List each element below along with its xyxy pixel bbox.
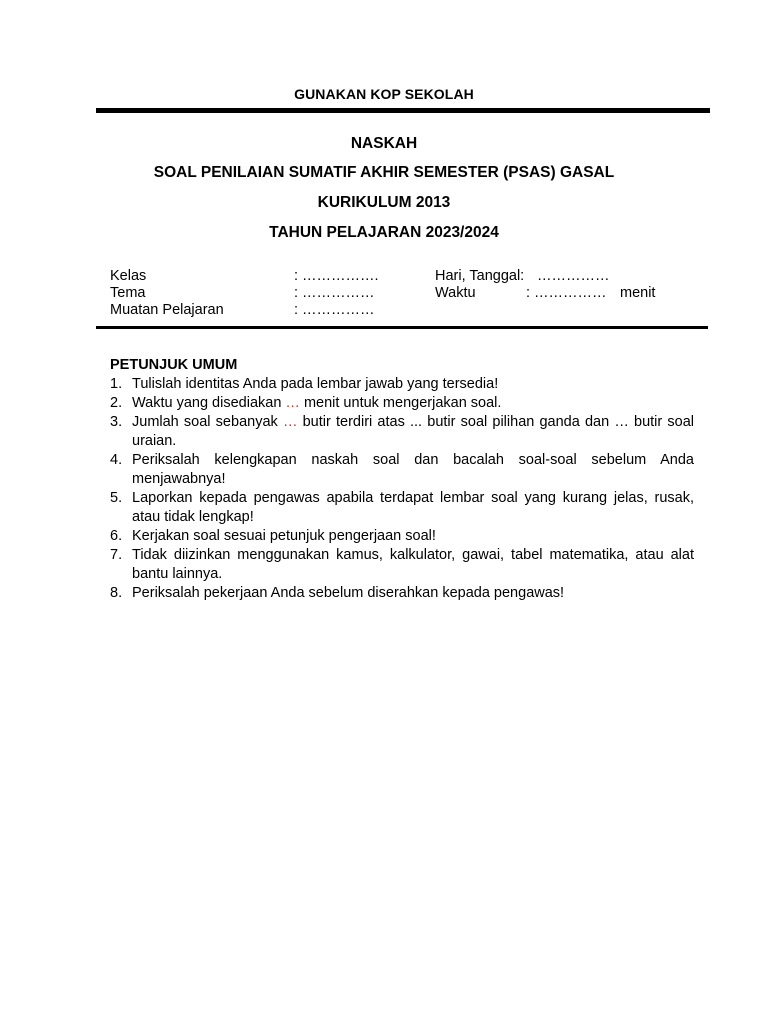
list-item bbox=[110, 451, 694, 489]
list-item bbox=[110, 546, 694, 584]
item-number: 5. bbox=[110, 490, 123, 506]
list-item bbox=[110, 489, 694, 527]
item-text: Laporkan kepada pengawas apabila terdapat lembar soal yang kurang jelas, rusak, atau tidak lengkap! bbox=[132, 490, 694, 525]
muatan-pelajaran-label: Muatan Pelajaran bbox=[110, 302, 224, 318]
item-text: Tidak diizinkan menggunakan kamus, kalkulator, gawai, tabel matematika, atau alat bantu lainnya. bbox=[132, 547, 694, 582]
item-text bbox=[132, 394, 694, 413]
tema-label: Tema bbox=[110, 285, 146, 301]
kop-sekolah-label: GUNAKAN KOP SEKOLAH bbox=[294, 86, 474, 102]
item-text: Tulislah identitas Anda pada lembar jawab yang tersedia! bbox=[132, 376, 499, 392]
item-number: 3. bbox=[110, 414, 123, 430]
item-text: Periksalah pekerjaan Anda sebelum diserahkan kepada pengawas! bbox=[132, 585, 565, 601]
muatan-pelajaran-value: : …………… bbox=[294, 302, 375, 318]
document-title: NASKAH bbox=[350, 135, 418, 152]
exam-title: SOAL PENILAIAN SUMATIF AKHIR SEMESTER (PSAS) GASAL bbox=[153, 164, 615, 181]
item-text-pre: Jumlah soal sebanyak bbox=[132, 414, 283, 430]
kelas-value: : ……………. bbox=[294, 268, 379, 284]
item-number: 2. bbox=[110, 395, 123, 411]
item-text-highlight: … bbox=[285, 395, 300, 411]
list-item bbox=[110, 375, 694, 394]
item-text: Kerjakan soal sesuai petunjuk pengerjaan soal! bbox=[132, 528, 436, 544]
header-divider bbox=[96, 108, 710, 113]
list-item bbox=[110, 527, 694, 546]
item-text: Periksalah kelengkapan naskah soal dan bacalah soal-soal sebelum Anda menjawabnya! bbox=[132, 452, 694, 487]
item-number: 4. bbox=[110, 452, 123, 468]
item-number: 7. bbox=[110, 547, 123, 563]
waktu-label: Waktu bbox=[435, 285, 476, 301]
curriculum-title: KURIKULUM 2013 bbox=[317, 194, 451, 211]
item-text-post: menit untuk mengerjakan soal. bbox=[299, 395, 502, 411]
item-number: 6. bbox=[110, 528, 123, 544]
list-item bbox=[110, 394, 694, 413]
academic-year-title: TAHUN PELAJARAN 2023/2024 bbox=[269, 224, 499, 241]
section-title-petunjuk: PETUNJUK UMUM bbox=[110, 357, 238, 373]
list-item bbox=[110, 413, 694, 451]
item-number: 1. bbox=[110, 376, 123, 392]
item-text-post: butir terdiri atas ... butir soal pilihan ganda dan … butir soal uraian. bbox=[132, 414, 694, 449]
waktu-value: : …………… bbox=[526, 285, 607, 301]
waktu-unit: menit bbox=[620, 285, 656, 301]
hari-tanggal-value: …………… bbox=[537, 268, 610, 284]
hari-tanggal-label: Hari, Tanggal: bbox=[435, 268, 525, 284]
item-text bbox=[132, 413, 694, 451]
info-divider bbox=[96, 326, 708, 329]
list-item bbox=[110, 584, 694, 603]
item-text-pre: Waktu yang disediakan bbox=[132, 395, 286, 411]
tema-value: : …………… bbox=[294, 285, 375, 301]
kelas-label: Kelas bbox=[110, 268, 147, 284]
item-number: 8. bbox=[110, 585, 123, 601]
instruction-list bbox=[110, 375, 694, 603]
item-text-highlight: … bbox=[282, 414, 298, 430]
